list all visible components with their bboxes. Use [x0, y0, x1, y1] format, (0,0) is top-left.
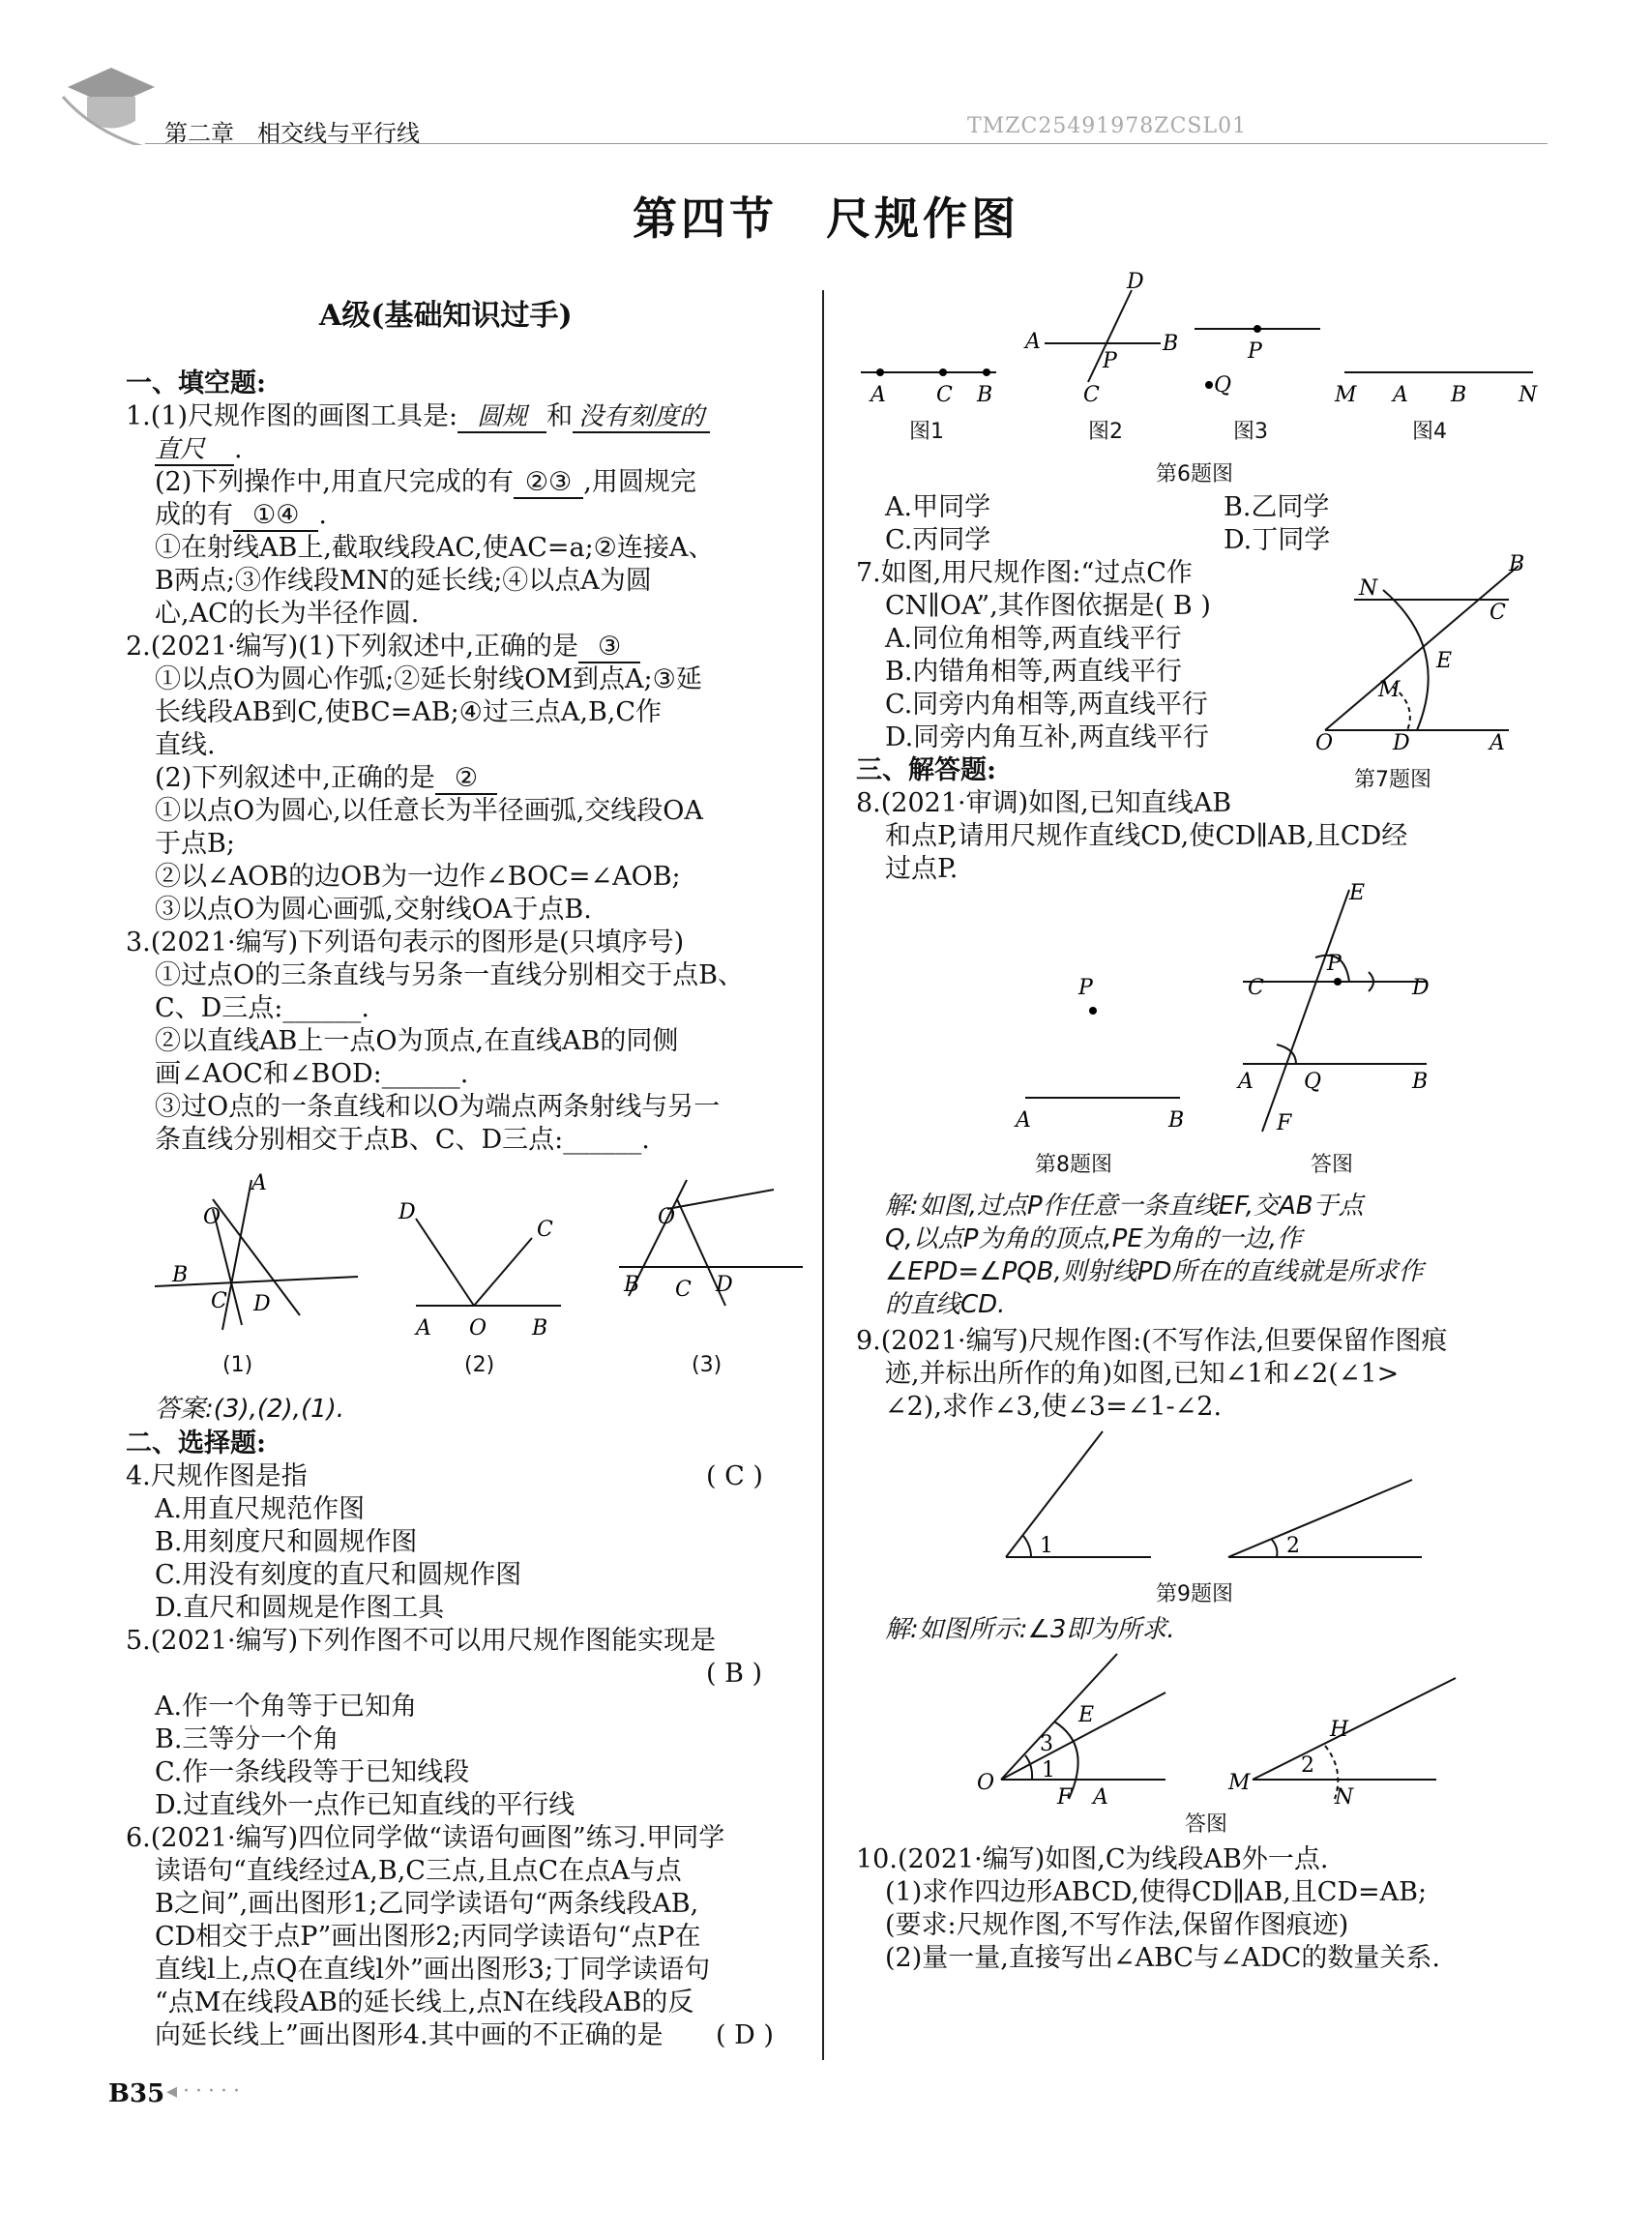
q6-line3: B之间”,画出图形1;乙同学读语句“两条线段AB, [155, 1889, 699, 1919]
q9-line3: ∠2),求作∠3,使∠3=∠1-∠2. [885, 1392, 1223, 1422]
q2-line3: 长线段AB到C,使BC=AB;④过三点A,B,C作 [155, 697, 663, 727]
svg-text:O: O [977, 1771, 995, 1795]
q9-figure [996, 1422, 1499, 1576]
section-solve-heading: 三、解答题: [856, 755, 996, 785]
q8-line3: 过点P. [885, 854, 959, 884]
q5-option-d: D.过直线外一点作已知直线的平行线 [155, 1790, 575, 1820]
q2-line4: 直线. [155, 730, 216, 760]
svg-text:P: P [1248, 339, 1262, 364]
q3-fig3-caption: (3) [692, 1353, 723, 1377]
svg-text:F: F [1057, 1785, 1073, 1809]
svg-text:Q: Q [1214, 373, 1232, 398]
q9-solution: 解:如图所示:∠3即为所求. [885, 1615, 1175, 1644]
q1-line2: 直尺 . [155, 434, 243, 464]
svg-text:1: 1 [1040, 1534, 1053, 1558]
svg-text:D: D [716, 1273, 733, 1297]
svg-text:3: 3 [1040, 1732, 1053, 1756]
q10-line3: (要求:尺规作图,不写作法,保留作图痕迹) [885, 1910, 1349, 1940]
q8-solution-line2: Q,以点P为角的顶点,PE为角的一边,作 [885, 1224, 1303, 1253]
q2-line6: ①以点O为圆心,以任意长为半径画弧,交线段OA [155, 796, 703, 826]
svg-text:N: N [1359, 576, 1378, 601]
q3-fig1-caption: (1) [222, 1353, 253, 1377]
q6-line7: 向延长线上”画出图形4.其中画的不正确的是 [155, 2020, 664, 2050]
q3-line7: 条直线分别相交于点B、C、D三点:______. [155, 1125, 650, 1155]
q7-line1: 7.如图,用尺规作图:“过点C作 [856, 558, 1193, 588]
q5-option-c: C.作一条线段等于已知线段 [155, 1757, 470, 1787]
q9-line2: 迹,并标出所作的角)如图,已知∠1和∠2(∠1> [885, 1359, 1400, 1389]
q6-line5: 直线l上,点Q在直线l外”画出图形3;丁同学读语句 [155, 1955, 711, 1985]
chapter-header: 第二章 相交线与平行线 [164, 120, 420, 147]
q6-option-d: D.丁同学 [1224, 525, 1331, 555]
q6-fig3-caption: 图3 [1233, 420, 1268, 444]
svg-text:E: E [1436, 649, 1453, 673]
svg-text:A: A [251, 1171, 267, 1195]
svg-text:P: P [1327, 952, 1342, 976]
q9-answer-figure [972, 1644, 1514, 1809]
q3-answer: 答案:(3),(2),(1). [155, 1395, 345, 1424]
q9-answer-caption: 答图 [1185, 1812, 1228, 1837]
q6-figure-caption: 第6题图 [1156, 462, 1233, 486]
svg-text:M: M [1335, 383, 1357, 406]
q3-line6: ③过O点的一条直线和以O为端点两条射线与另一 [155, 1092, 721, 1122]
q2-line1: 2.(2021·编写)(1)下列叙述中,正确的是 ③ [126, 631, 640, 663]
svg-text:B: B [1163, 332, 1179, 356]
q9-line1: 9.(2021·编写)尺规作图:(不写作法,但要保留作图痕 [856, 1326, 1448, 1356]
q2-line9: ③以点O为圆心画弧,交射线OA于点B. [155, 895, 592, 925]
q1-line7: 心,AC的长为半径作圆. [155, 599, 420, 629]
q5-stem: 5.(2021·编写)下列作图不可以用尺规作图能实现是 [126, 1626, 717, 1656]
q8-line1: 8.(2021·审调)如图,已知直线AB [856, 788, 1232, 818]
svg-text:B: B [172, 1263, 189, 1287]
svg-text:N: N [1519, 383, 1538, 406]
svg-text:D: D [1412, 976, 1430, 1000]
svg-text:M: M [1228, 1771, 1251, 1795]
svg-text:Q: Q [1304, 1070, 1322, 1094]
q6-fig4-caption: 图4 [1412, 420, 1447, 444]
q4-answer: ( C ) [706, 1461, 763, 1491]
q1-line3: (2)下列操作中,用直尺完成的有 ②③ ,用圆规完 [155, 467, 696, 497]
q8-solution-line3: ∠EPD=∠PQB,则射线PD所在的直线就是所求作 [885, 1257, 1424, 1286]
q8-answer-figure-caption: 答图 [1311, 1153, 1354, 1177]
q6-option-b: B.乙同学 [1224, 492, 1330, 522]
q3-line1: 3.(2021·编写)下列语句表示的图形是(只填序号) [126, 928, 685, 957]
svg-text:A: A [1490, 731, 1505, 754]
q10-line2: (1)求作四边形ABCD,使得CD∥AB,且CD=AB; [885, 1877, 1428, 1907]
q3-line4: ②以直线AB上一点O为顶点,在直线AB的同侧 [155, 1026, 679, 1056]
svg-text:A: A [870, 383, 886, 406]
svg-text:O: O [658, 1205, 676, 1229]
page-dots-decoration: ◂····· [166, 2079, 247, 2104]
q6-answer: ( D ) [716, 2020, 774, 2050]
q3-line3: C、D三点:______. [155, 993, 369, 1023]
q7-option-a: A.同位角相等,两直线平行 [885, 624, 1182, 654]
q7-option-b: B.内错角相等,两直线平行 [885, 657, 1183, 687]
svg-text:D: D [398, 1200, 416, 1224]
q5-answer: ( B ) [706, 1659, 763, 1689]
q3-fig2-caption: (2) [464, 1353, 495, 1377]
level-heading: A级(基础知识过手) [319, 299, 573, 333]
q2-line7: 于点B; [155, 829, 235, 859]
q7-option-d: D.同旁内角互补,两直线平行 [885, 722, 1209, 752]
q1-line5: ①在射线AB上,截取线段AC,使AC=a;②连接A、 [155, 533, 715, 563]
svg-text:A: A [1393, 383, 1408, 406]
page-title: 第四节 尺规作图 [633, 192, 1019, 245]
q6-figures [851, 271, 1548, 406]
page-code: TMZC25491978ZCSL01 [967, 114, 1248, 138]
q8-figure-caption: 第8题图 [1035, 1153, 1112, 1177]
svg-text:O: O [1315, 731, 1334, 754]
svg-text:N: N [1335, 1785, 1354, 1809]
svg-text:H: H [1330, 1718, 1349, 1742]
q4-option-c: C.用没有刻度的直尺和圆规作图 [155, 1560, 522, 1590]
q7-line2: CN∥OA”,其作图依据是( B ) [885, 591, 1211, 621]
svg-text:O: O [469, 1316, 487, 1340]
svg-text:C: C [675, 1278, 692, 1302]
svg-text:2: 2 [1301, 1753, 1314, 1778]
q6-line4: CD相交于点P”画出图形2;丙同学读语句“点P在 [155, 1922, 701, 1952]
q7-figure-caption: 第7题图 [1354, 768, 1431, 792]
svg-text:2: 2 [1286, 1534, 1300, 1558]
svg-text:B: B [532, 1316, 548, 1340]
svg-text:E: E [1349, 881, 1366, 905]
q7-option-c: C.同旁内角相等,两直线平行 [885, 690, 1208, 720]
svg-text:D: D [1127, 271, 1144, 294]
q2-line5: (2)下列叙述中,正确的是 ② [155, 762, 497, 795]
svg-text:E: E [1078, 1703, 1095, 1727]
q8-solution-line4: 的直线CD. [885, 1290, 1006, 1319]
q5-option-a: A.作一个角等于已知角 [155, 1692, 418, 1722]
q4-option-b: B.用刻度尺和圆规作图 [155, 1527, 418, 1557]
q1-line6: B两点;③作线段MN的延长线;④以点A为圆 [155, 566, 652, 596]
svg-text:P: P [1078, 976, 1093, 1000]
section-fill-heading: 一、填空题: [126, 368, 266, 398]
q6-line1: 6.(2021·编写)四位同学做“读语句画图”练习.甲同学 [126, 1823, 725, 1853]
svg-text:B: B [977, 383, 993, 406]
svg-text:B: B [1412, 1070, 1429, 1094]
q8-figures [987, 880, 1490, 1141]
svg-text:C: C [936, 383, 953, 406]
svg-text:C: C [1083, 383, 1100, 406]
q6-fig1-caption: 图1 [909, 420, 944, 444]
svg-text:D: D [1393, 731, 1410, 754]
svg-text:A: A [1238, 1070, 1254, 1094]
svg-text:A: A [1016, 1108, 1031, 1133]
q8-line2: 和点P,请用尺规作直线CD,使CD∥AB,且CD经 [885, 821, 1408, 851]
q6-line2: 读语句“直线经过A,B,C三点,且点C在点A与点 [155, 1856, 682, 1886]
section-choice-heading: 二、选择题: [126, 1428, 266, 1458]
svg-text:B: B [624, 1273, 640, 1297]
svg-text:C: C [1490, 601, 1506, 625]
svg-text:C: C [537, 1218, 553, 1242]
q9-figure-caption: 第9题图 [1156, 1582, 1233, 1606]
svg-text:A: A [1093, 1785, 1108, 1809]
q1-line1: 1.(1)尺规作图的画图工具是: 圆规 和 没有刻度的 [126, 400, 710, 433]
q6-option-c: C.丙同学 [885, 525, 991, 555]
q4-option-a: A.用直尺规范作图 [155, 1494, 366, 1524]
q10-line1: 10.(2021·编写)如图,C为线段AB外一点. [856, 1844, 1329, 1874]
q8-solution-line1: 解:如图,过点P作任意一条直线EF,交AB于点 [885, 1192, 1364, 1221]
q4-stem: 4.尺规作图是指 [126, 1461, 308, 1491]
q6-fig2-caption: 图2 [1088, 420, 1123, 444]
q7-figure [1315, 551, 1548, 754]
q2-line2: ①以点O为圆心作弧;②延长射线OM到点A;③延 [155, 664, 702, 694]
q2-line8: ②以∠AOB的边OB为一边作∠BOC=∠AOB; [155, 862, 681, 892]
svg-text:1: 1 [1042, 1758, 1055, 1782]
svg-text:C: C [1248, 976, 1264, 1000]
q5-option-b: B.三等分一个角 [155, 1724, 339, 1754]
svg-text:D: D [253, 1292, 271, 1316]
q3-line5: 画∠AOC和∠BOD:______. [155, 1059, 469, 1089]
q3-line2: ①过点O的三条直线与另条一直线分别相交于点B、 [155, 960, 744, 990]
svg-text:B: B [1509, 552, 1525, 576]
page-number: B35 [108, 2079, 165, 2108]
q1-line4: 成的有 ①④ . [155, 500, 328, 530]
svg-text:C: C [211, 1289, 227, 1313]
svg-text:A: A [1025, 330, 1041, 354]
svg-text:M: M [1378, 678, 1401, 702]
q10-line4: (2)量一量,直接写出∠ABC与∠ADC的数量关系. [885, 1943, 1440, 1973]
svg-text:P: P [1103, 349, 1117, 373]
q6-option-a: A.甲同学 [885, 492, 991, 522]
svg-text:B: B [1451, 383, 1467, 406]
svg-text:B: B [1168, 1108, 1185, 1133]
svg-text:O: O [203, 1205, 221, 1229]
svg-text:F: F [1277, 1111, 1292, 1135]
q4-option-d: D.直尺和圆规是作图工具 [155, 1593, 445, 1623]
svg-text:A: A [416, 1316, 431, 1340]
q6-line6: “点M在线段AB的延长线上,点N在线段AB的反 [155, 1988, 694, 2017]
